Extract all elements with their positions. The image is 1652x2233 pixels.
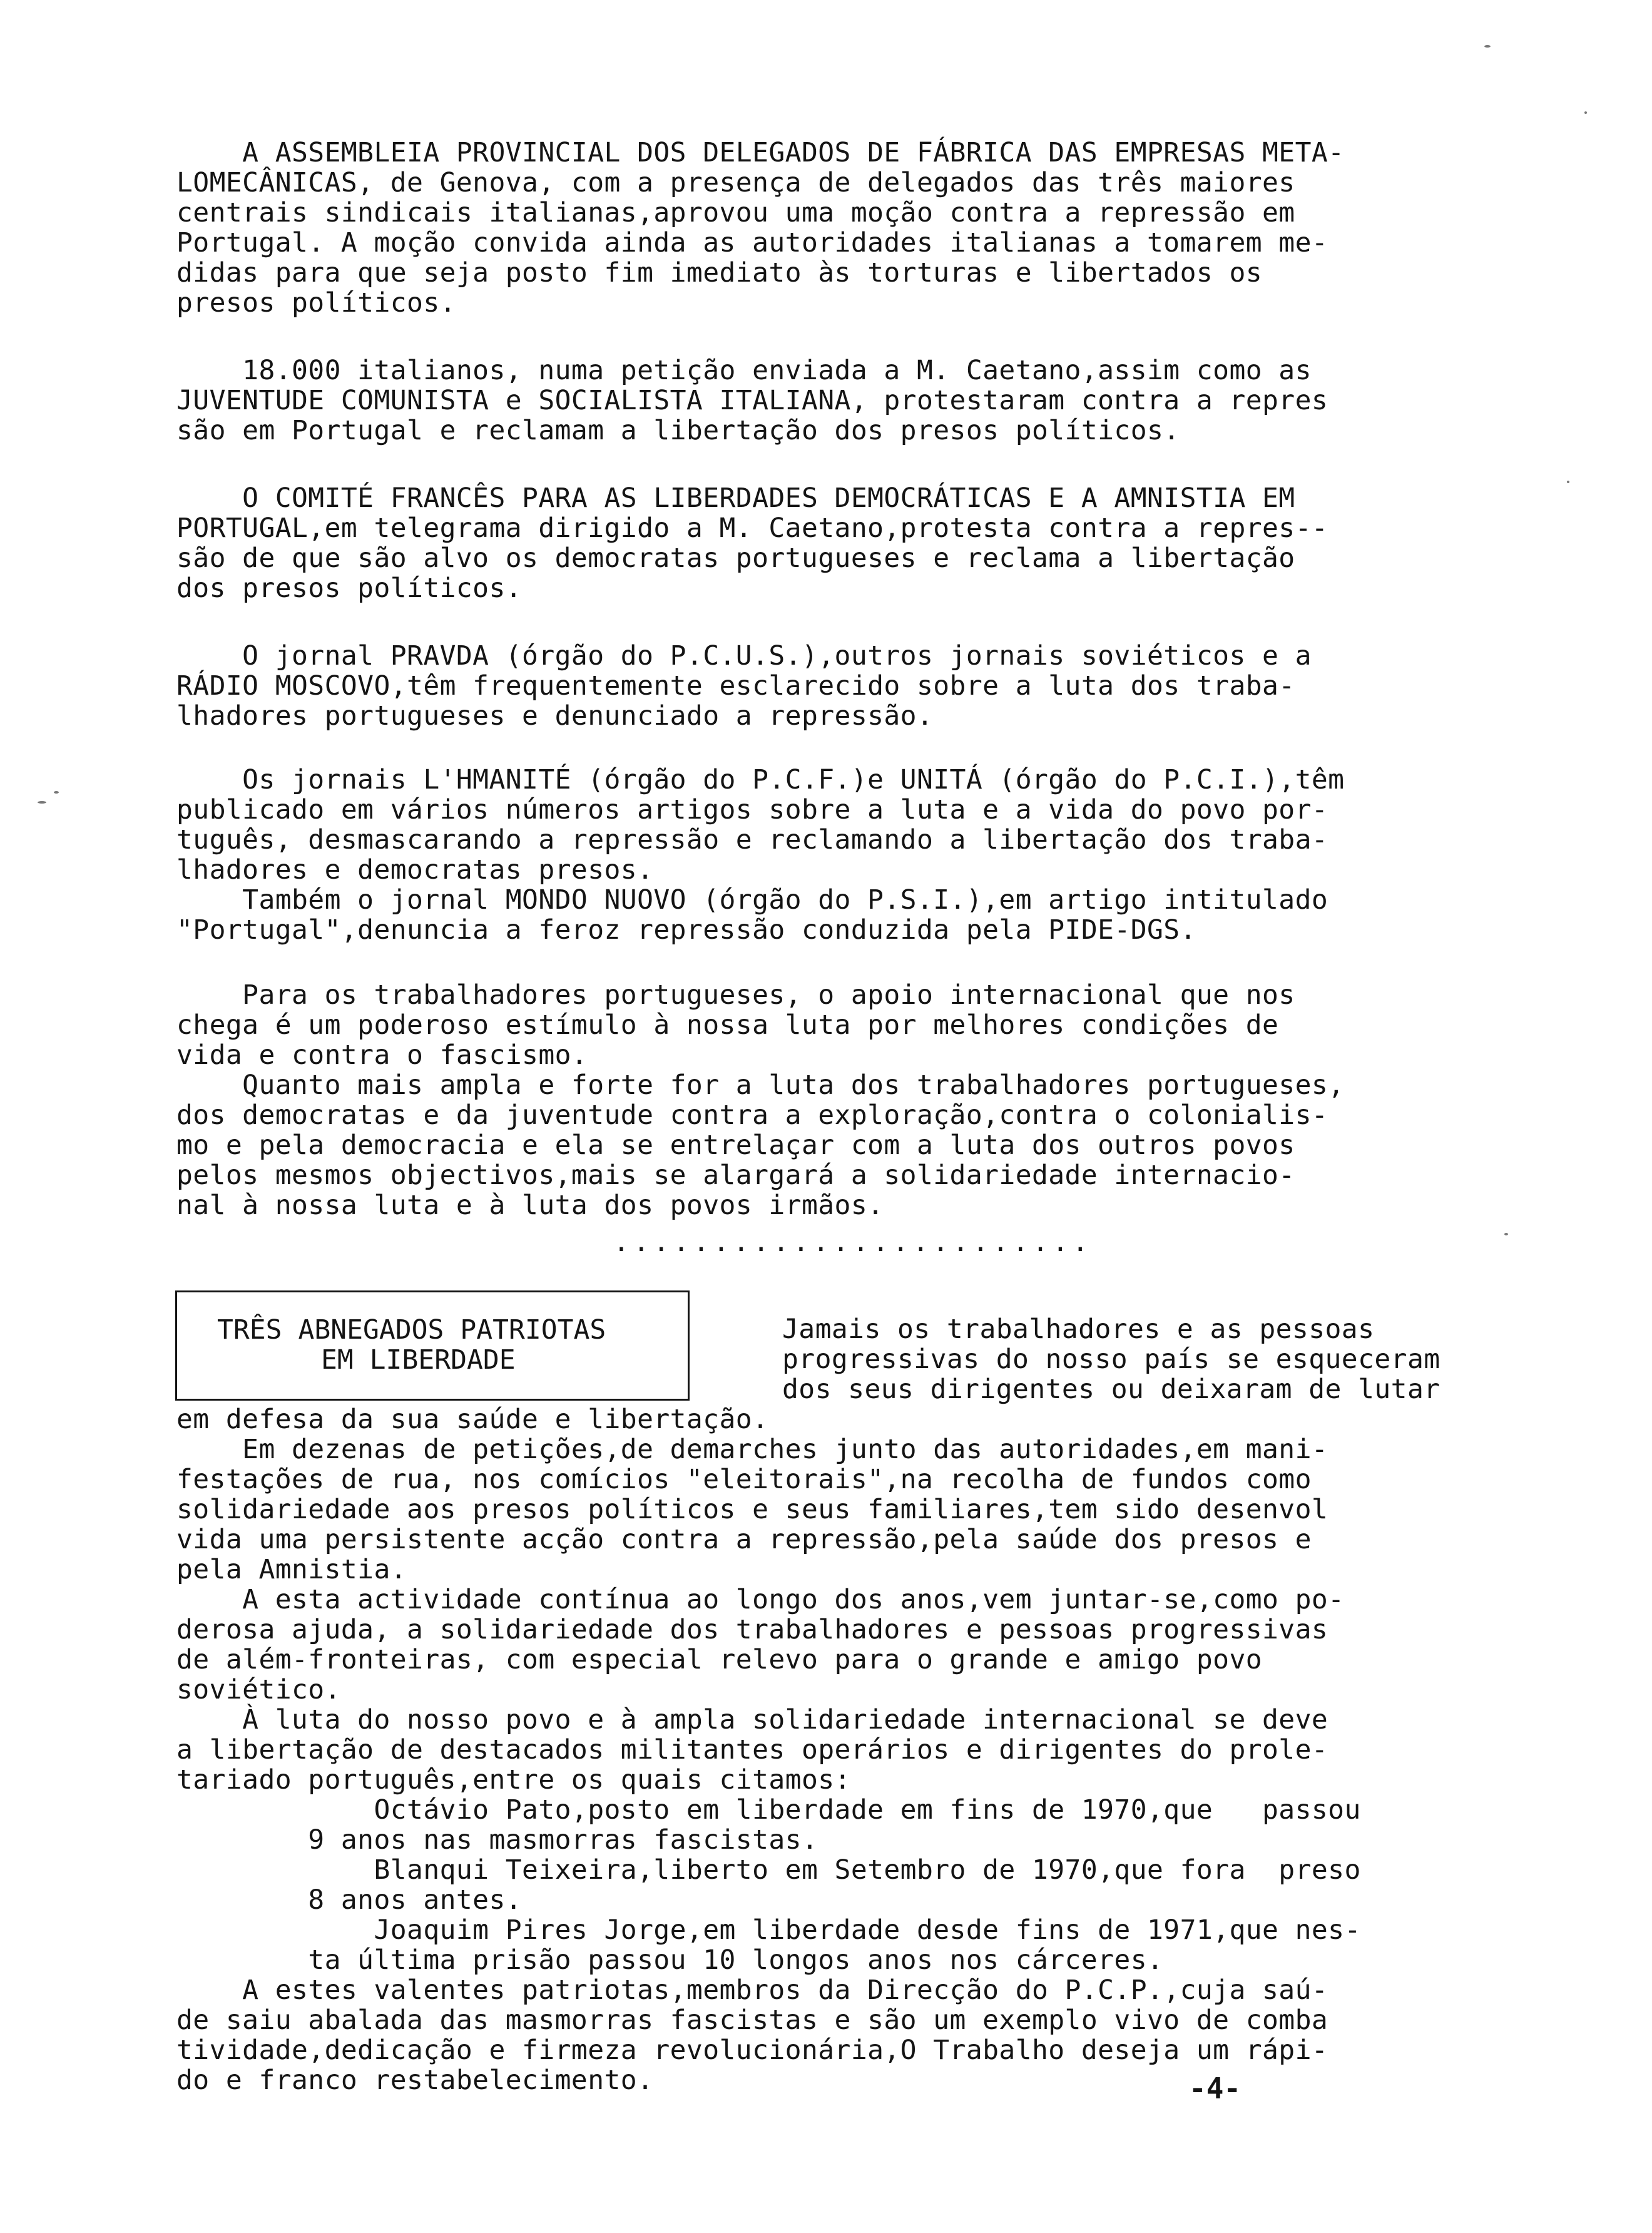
text-line: Para os trabalhadores portugueses, o apoio internacional que nos [176, 979, 1295, 1011]
text-line: em defesa da sua saúde e libertação. [176, 1404, 769, 1435]
text-line: Octávio Pato,posto em liberdade em fins de 1970,que passou [176, 1794, 1361, 1826]
scan-speck [1504, 1233, 1508, 1235]
text-line: chega é um poderoso estímulo à nossa luta por melhores condições de [176, 1009, 1279, 1041]
text-line: dos seus dirigentes ou deixaram de lutar [782, 1374, 1440, 1405]
scan-speck [54, 791, 59, 794]
text-line: dos presos políticos. [176, 573, 523, 604]
text-line: Quanto mais ampla e forte for a luta dos trabalhadores portugueses, [176, 1070, 1345, 1101]
text-line: mo e pela democracia e ela se entrelaçar com a luta dos outros povos [176, 1130, 1295, 1161]
text-line: Em dezenas de petições,de demarches junto das autoridades,em mani- [176, 1434, 1328, 1465]
text-line: tuguês, desmascarando a repressão e reclamando a libertação dos traba- [176, 824, 1328, 856]
section-separator: ........................ [613, 1227, 1093, 1258]
text-line: vida uma persistente acção contra a repressão,pela saúde dos presos e [176, 1524, 1312, 1555]
text-line: "Portugal",denuncia a feroz repressão conduzida pela PIDE-DGS. [176, 914, 1196, 946]
scan-speck [1484, 45, 1491, 48]
section-title-line-2: EM LIBERDADE [321, 1344, 516, 1376]
page-number: -4- [1189, 2072, 1242, 2105]
text-line: 9 anos nas masmorras fascistas. [176, 1824, 818, 1856]
text-line: solidariedade aos presos políticos e seus familiares,tem sido desenvol [176, 1494, 1328, 1525]
text-line: didas para que seja posto fim imediato às torturas e libertados os [176, 257, 1263, 289]
scan-speck [38, 801, 46, 804]
text-line: JUVENTUDE COMUNISTA e SOCIALISTA ITALIANA, protestaram contra a repres [176, 385, 1328, 416]
text-line: lhadores portugueses e denunciado a repressão. [176, 700, 934, 732]
text-line: PORTUGAL,em telegrama dirigido a M. Caetano,protesta contra a repres-- [176, 513, 1328, 544]
text-line: progressivas do nosso país se esqueceram [782, 1344, 1440, 1375]
text-line: presos políticos. [176, 287, 456, 319]
section-title-box [175, 1290, 690, 1401]
text-line: a libertação de destacados militantes operários e dirigentes do prole- [176, 1734, 1328, 1765]
text-line: ta última prisão passou 10 longos anos nos cárceres. [176, 1944, 1164, 1976]
text-line: Joaquim Pires Jorge,em liberdade desde fins de 1971,que nes- [176, 1914, 1361, 1946]
text-line: do e franco restabelecimento. [176, 2065, 654, 2096]
text-line: Portugal. A moção convida ainda as autoridades italianas a tomarem me- [176, 227, 1328, 258]
text-line: de além-fronteiras, com especial relevo para o grande e amigo povo [176, 1644, 1263, 1675]
text-line: festações de rua, nos comícios "eleitorais",na recolha de fundos como [176, 1464, 1312, 1495]
section-title-line-1: TRÊS ABNEGADOS PATRIOTAS [217, 1314, 606, 1346]
text-line: LOMECÂNICAS, de Genova, com a presença de delegados das três maiores [176, 167, 1295, 198]
text-line: de saiu abalada das masmorras fascistas e são um exemplo vivo de comba [176, 2005, 1328, 2036]
text-line: 18.000 italianos, numa petição enviada a M. Caetano,assim como as [176, 355, 1312, 386]
text-line: lhadores e democratas presos. [176, 854, 654, 886]
text-line: Blanqui Teixeira,liberto em Setembro de 1970,que fora preso [176, 1854, 1361, 1886]
text-line: Também o jornal MONDO NUOVO (órgão do P.S.I.),em artigo intitulado [176, 884, 1328, 916]
text-line: tariado português,entre os quais citamos: [176, 1764, 851, 1796]
text-line: derosa ajuda, a solidariedade dos trabalhadores e pessoas progressivas [176, 1614, 1328, 1645]
text-line: nal à nossa luta e à luta dos povos irmãos. [176, 1190, 884, 1221]
text-line: RÁDIO MOSCOVO,têm frequentemente esclarecido sobre a luta dos traba- [176, 670, 1295, 702]
text-line: tividade,dedicação e firmeza revolucionária,O Trabalho deseja um rápi- [176, 2035, 1328, 2066]
text-line: O COMITÉ FRANCÊS PARA AS LIBERDADES DEMOCRÁTICAS E A AMNISTIA EM [176, 483, 1295, 514]
text-line: dos democratas e da juventude contra a exploração,contra o colonialis- [176, 1100, 1328, 1131]
text-line: publicado em vários números artigos sobre a luta e a vida do povo por- [176, 794, 1328, 825]
text-line: A estes valentes patriotas,membros da Direcção do P.C.P.,cuja saú- [176, 1975, 1328, 2006]
text-line: O jornal PRAVDA (órgão do P.C.U.S.),outros jornais soviéticos e a [176, 640, 1312, 672]
text-line: centrais sindicais italianas,aprovou uma moção contra a repressão em [176, 197, 1295, 228]
text-line: soviético. [176, 1674, 341, 1705]
text-line: 8 anos antes. [176, 1884, 523, 1916]
scan-speck [1584, 111, 1587, 114]
scan-speck [1567, 481, 1569, 483]
text-line: são em Portugal e reclamam a libertação dos presos políticos. [176, 415, 1180, 446]
text-line: são de que são alvo os democratas portugueses e reclama a libertação [176, 543, 1295, 574]
text-line: A esta actividade contínua ao longo dos anos,vem juntar-se,como po- [176, 1584, 1345, 1615]
text-line: Jamais os trabalhadores e as pessoas [782, 1314, 1375, 1345]
text-line: A ASSEMBLEIA PROVINCIAL DOS DELEGADOS DE FÁBRICA DAS EMPRESAS META- [176, 137, 1345, 168]
text-line: pelos mesmos objectivos,mais se alargará a solidariedade internacio- [176, 1160, 1295, 1191]
text-line: pela Amnistia. [176, 1554, 407, 1585]
text-line: vida e contra o fascismo. [176, 1040, 588, 1071]
text-line: À luta do nosso povo e à ampla solidariedade internacional se deve [176, 1704, 1328, 1735]
text-line: Os jornais L'HMANITÉ (órgão do P.C.F.)e UNITÁ (órgão do P.C.I.),têm [176, 764, 1345, 795]
